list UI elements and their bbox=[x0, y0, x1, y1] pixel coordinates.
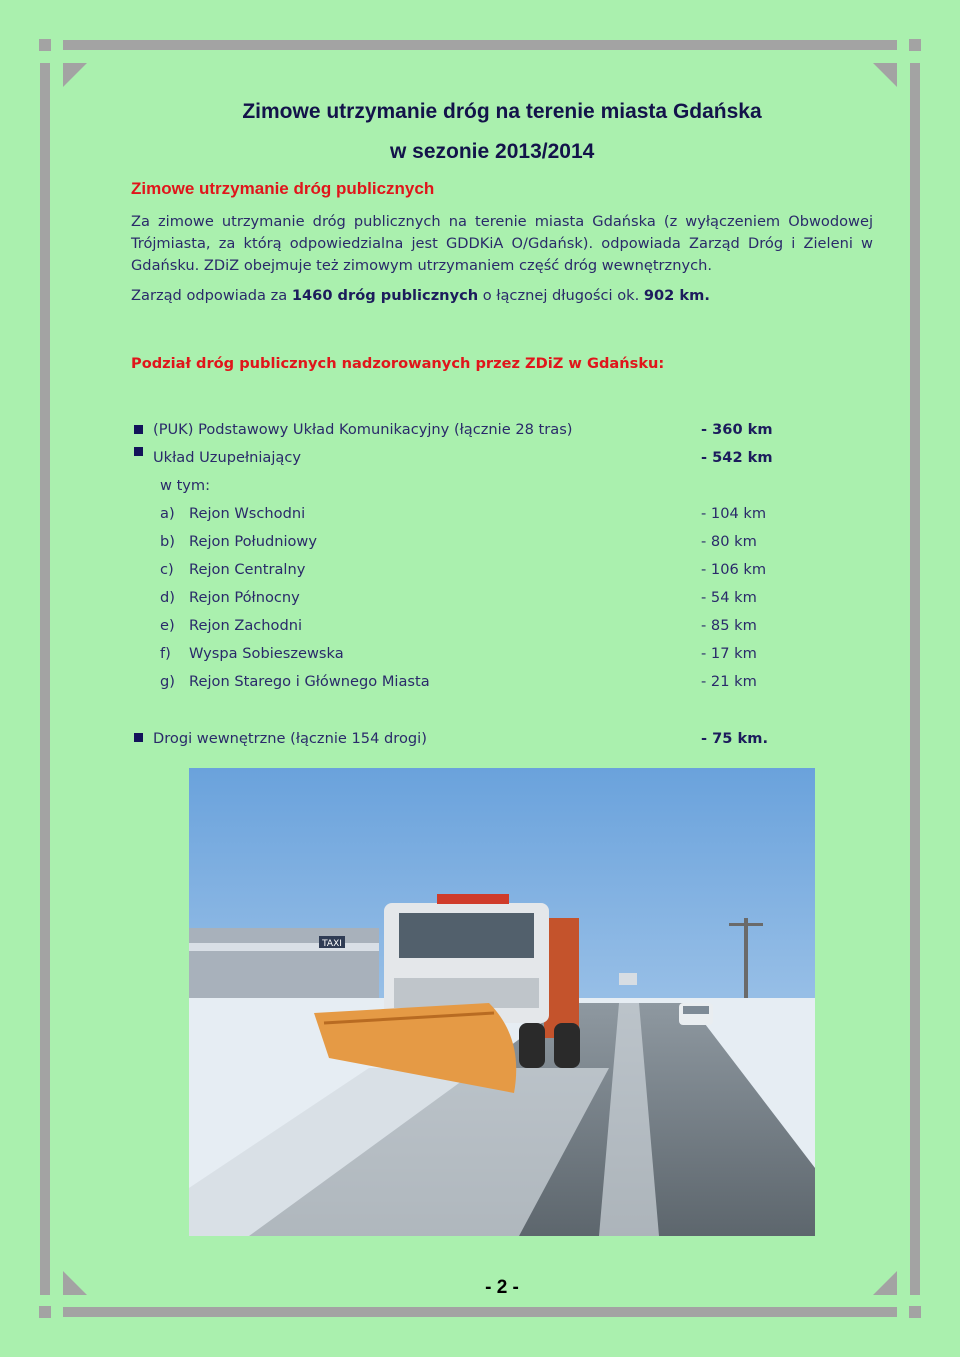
region-name: Rejon Południowy bbox=[189, 533, 318, 550]
region-value: - 17 km bbox=[701, 645, 757, 662]
puk-value: - 360 km bbox=[701, 421, 773, 438]
division-heading: Podział dróg publicznych nadzorowanych przez ZDiZ w Gdańsku: bbox=[131, 355, 665, 372]
section-heading: Zimowe utrzymanie dróg publicznych bbox=[131, 179, 435, 198]
region-name: Rejon Starego i Głównego Miasta bbox=[189, 673, 430, 690]
terminal-building bbox=[189, 928, 379, 998]
intro-paragraph: Za zimowe utrzymanie dróg publicznych na terenie miasta Gdańska (z wyłączeniem Obwodowej Trójmiasta, za którą odpowiedzialna jest GDDKiA O/Gdańsk). odpowiada Zarząd Dróg i Zieleni w Gdańsku. ZDiZ obejmuje też zimowym utrzymaniem część dróg wewnętrznych. bbox=[131, 213, 873, 274]
snowplow-illustration bbox=[189, 768, 815, 1236]
snowplow-photo bbox=[189, 768, 815, 1236]
bullet-square-icon bbox=[134, 447, 143, 456]
truck-grille bbox=[394, 978, 539, 1008]
summary-prefix: Zarząd odpowiada za bbox=[131, 287, 292, 304]
truck-windshield bbox=[399, 913, 534, 958]
region-value: - 85 km bbox=[701, 617, 757, 634]
frame-left-bar bbox=[40, 63, 50, 1295]
truck-body bbox=[544, 918, 579, 1038]
frame-corner-triangle bbox=[63, 63, 87, 87]
region-letter: e) bbox=[160, 617, 175, 634]
frame-right-bar bbox=[910, 63, 920, 1295]
truck-wheel bbox=[519, 1023, 545, 1068]
frame-corner-square bbox=[909, 39, 921, 51]
region-letter: d) bbox=[160, 589, 175, 606]
uu-value: - 542 km bbox=[701, 449, 773, 466]
region-name: Rejon Północny bbox=[189, 589, 300, 606]
region-name: Rejon Wschodni bbox=[189, 505, 306, 522]
region-value: - 104 km bbox=[701, 505, 767, 522]
summary-length: 902 km. bbox=[643, 287, 710, 304]
truck-beacon bbox=[437, 894, 509, 904]
frame-top-bar bbox=[63, 40, 897, 50]
frame-corner-triangle bbox=[873, 63, 897, 87]
bullet-square-icon bbox=[134, 733, 143, 742]
summary-mid: o łącznej długości ok. bbox=[478, 287, 644, 304]
building-roof-band bbox=[189, 943, 379, 951]
internal-roads-value: - 75 km. bbox=[701, 730, 768, 747]
summary-line bbox=[131, 285, 710, 307]
region-value: - 54 km bbox=[701, 589, 757, 606]
region-value: - 21 km bbox=[701, 673, 757, 690]
truck-wheel bbox=[554, 1023, 580, 1068]
region-value: - 80 km bbox=[701, 533, 757, 550]
frame-bottom-bar bbox=[63, 1307, 897, 1317]
region-letter: a) bbox=[160, 505, 175, 522]
region-name: Rejon Centralny bbox=[189, 561, 306, 578]
frame-corner-square bbox=[39, 39, 51, 51]
region-letter: b) bbox=[160, 533, 175, 550]
uu-label: Układ Uzupełniający bbox=[153, 449, 302, 466]
pole-crossbar bbox=[729, 923, 763, 926]
bullet-square-icon bbox=[134, 425, 143, 434]
puk-label: (PUK) Podstawowy Układ Komunikacyjny (łącznie 28 tras) bbox=[153, 421, 573, 438]
page-subtitle: w sezonie 2013/2014 bbox=[390, 140, 595, 163]
region-name: Wyspa Sobieszewska bbox=[189, 645, 344, 662]
region-letter: c) bbox=[160, 561, 174, 578]
summary-road-count: 1460 dróg publicznych bbox=[291, 287, 479, 304]
region-letter: f) bbox=[160, 645, 171, 662]
utility-pole bbox=[744, 918, 748, 1008]
region-value: - 106 km bbox=[701, 561, 767, 578]
region-name: Rejon Zachodni bbox=[189, 617, 303, 634]
frame-corner-square bbox=[909, 1306, 921, 1318]
page-title: Zimowe utrzymanie dróg na terenie miasta Gdańska bbox=[242, 100, 762, 123]
taxi-sign-text: TAXI bbox=[322, 939, 342, 949]
region-letter: g) bbox=[160, 673, 175, 690]
car-windshield bbox=[683, 1006, 709, 1014]
frame-corner-square bbox=[39, 1306, 51, 1318]
page-number: - 2 - bbox=[485, 1277, 519, 1298]
internal-roads-label: Drogi wewnętrzne (łącznie 154 drogi) bbox=[153, 730, 427, 747]
including-label: w tym: bbox=[160, 477, 211, 494]
billboard bbox=[619, 973, 637, 985]
